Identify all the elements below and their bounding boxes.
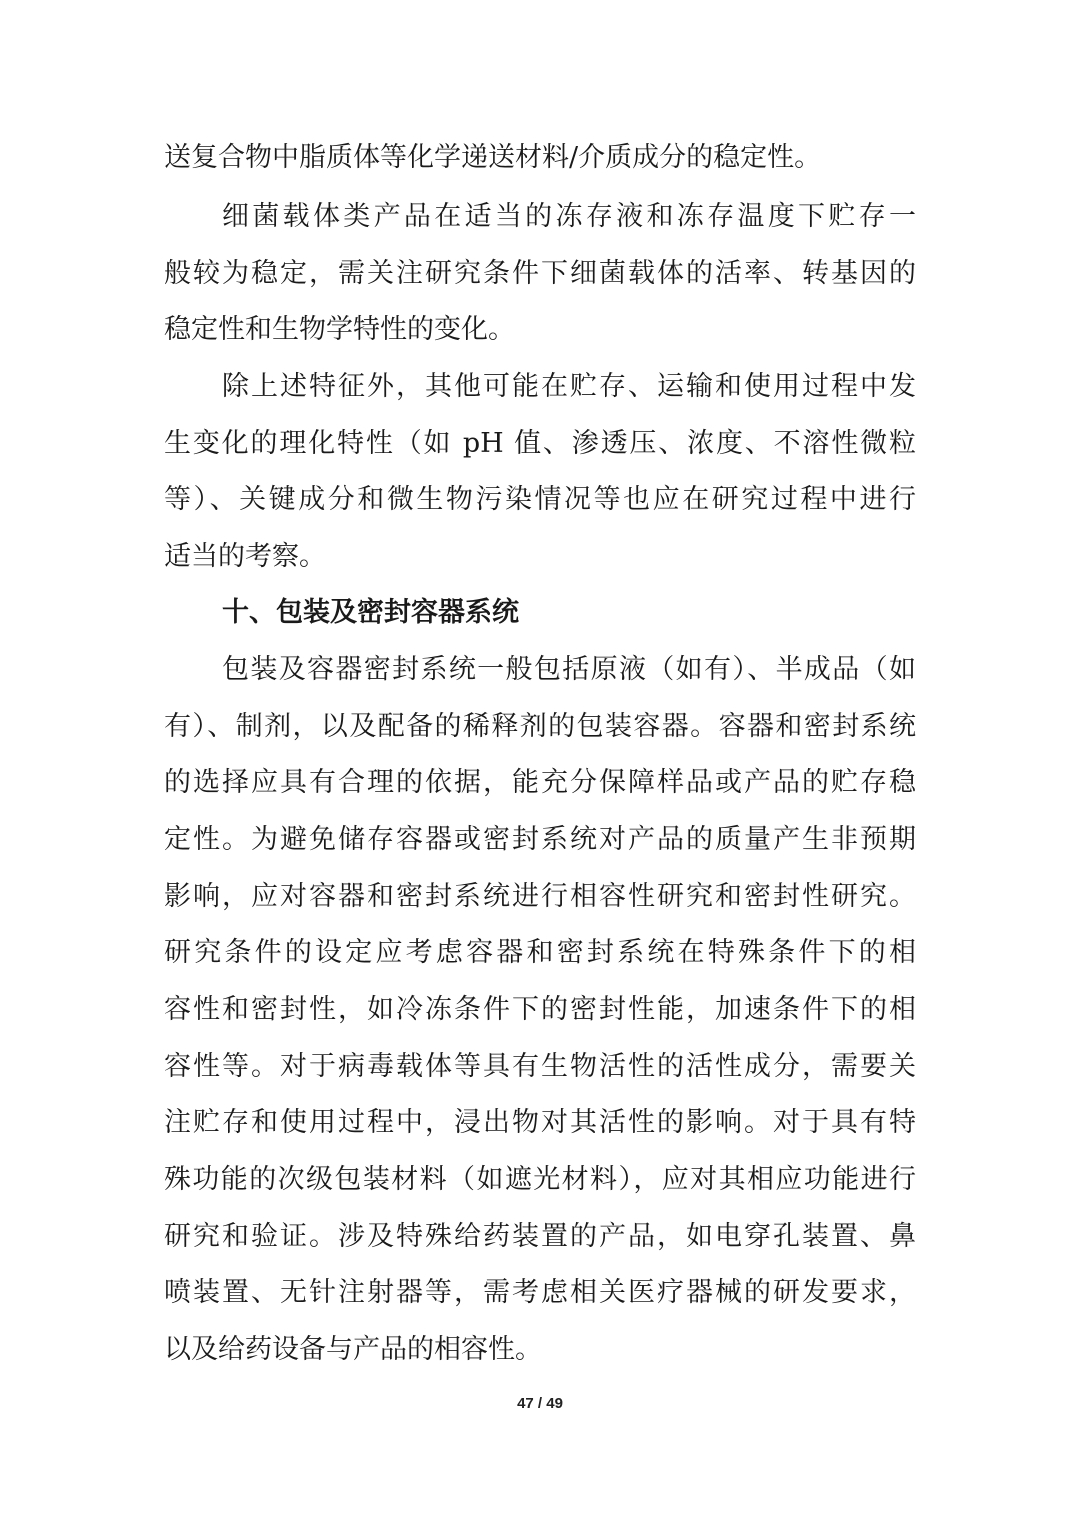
paragraph-line: 送复合物中脂质体等化学递送材料/介质成分的稳定性。 bbox=[164, 142, 822, 173]
paragraph-line: 以及给药设备与产品的相容性。 bbox=[164, 1334, 542, 1365]
paragraph-line: 研究和验证。涉及特殊给药装置的产品，如电穿孔装置、鼻 bbox=[164, 1221, 916, 1252]
paragraph-line: 容性和密封性，如冷冻条件下的密封性能，加速条件下的相 bbox=[164, 994, 916, 1025]
paragraph-line: 包装及容器密封系统一般包括原液（如有）、半成品（如 bbox=[222, 654, 916, 685]
paragraph-line: 喷装置、无针注射器等，需考虑相关医疗器械的研发要求， bbox=[164, 1277, 916, 1308]
paragraph-line: 的选择应具有合理的依据，能充分保障样品或产品的贮存稳 bbox=[164, 767, 916, 798]
paragraph-line: 生变化的理化特性（如 pH 值、渗透压、浓度、不溶性微粒 bbox=[164, 428, 916, 459]
paragraph-line: 定性。为避免储存容器或密封系统对产品的质量产生非预期 bbox=[164, 824, 916, 855]
paragraph-line: 研究条件的设定应考虑容器和密封系统在特殊条件下的相 bbox=[164, 937, 916, 968]
page-number: 47 / 49 bbox=[517, 1395, 563, 1412]
paragraph-line: 等）、关键成分和微生物污染情况等也应在研究过程中进行 bbox=[164, 484, 916, 515]
paragraph-line: 除上述特征外，其他可能在贮存、运输和使用过程中发 bbox=[222, 371, 916, 402]
paragraph-line: 影响，应对容器和密封系统进行相容性研究和密封性研究。 bbox=[164, 881, 916, 912]
paragraph-line: 殊功能的次级包装材料（如遮光材料），应对其相应功能进行 bbox=[164, 1164, 916, 1195]
paragraph-line: 细菌载体类产品在适当的冻存液和冻存温度下贮存一 bbox=[222, 201, 916, 232]
paragraph-line: 稳定性和生物学特性的变化。 bbox=[164, 314, 515, 345]
paragraph-line: 适当的考察。 bbox=[164, 541, 326, 572]
paragraph-line: 注贮存和使用过程中，浸出物对其活性的影响。对于具有特 bbox=[164, 1107, 916, 1138]
paragraph-line: 般较为稳定，需关注研究条件下细菌载体的活率、转基因的 bbox=[164, 258, 916, 289]
paragraph-line: 容性等。对于病毒载体等具有生物活性的活性成分，需要关 bbox=[164, 1051, 916, 1082]
paragraph-line: 有）、制剂，以及配备的稀释剂的包装容器。容器和密封系统 bbox=[164, 711, 916, 742]
section-heading: 十、包装及密封容器系统 bbox=[222, 597, 519, 628]
